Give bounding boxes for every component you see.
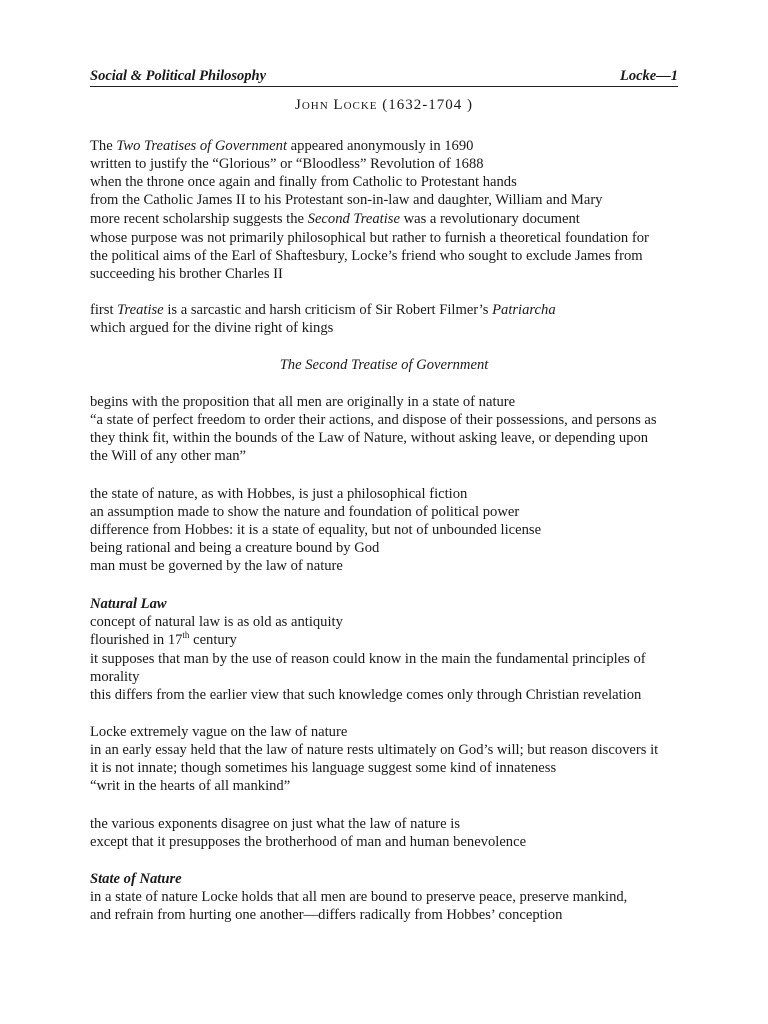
fiction-line-1: the state of nature, as with Hobbes, is just a philosophical fiction	[90, 486, 468, 502]
natural-law-line-2: flourished in 17th century	[90, 630, 237, 648]
page-title: John Locke (1632-1704 )	[294, 97, 473, 113]
intro-line-3: when the throne once again and finally from Catholic to Protestant hands	[90, 174, 517, 190]
exponents-line-1: the various exponents disagree on just what the law of nature is	[90, 816, 461, 832]
intro-second-treatise: Second Treatise	[307, 211, 400, 227]
header-page-label: Locke—1	[620, 68, 678, 84]
section-heading-state-of-nature: State of Nature	[90, 871, 182, 887]
section-heading-second-treatise: The Second Treatise of Government	[279, 357, 489, 373]
state-of-nature-line-1: in a state of nature Locke holds that all men are bound to preserve peace, preserve mankind,	[90, 889, 628, 905]
exponents-line-2: except that it presupposes the brotherhood of man and human benevolence	[90, 834, 527, 850]
second-treatise-line-2: “a state of perfect freedom to order their actions, and dispose of their possessions, and persons as	[90, 412, 657, 428]
intro-work-title: Two Treatises of Government	[116, 138, 288, 154]
running-header	[90, 66, 678, 87]
second-treatise-line-4: the Will of any other man”	[90, 448, 246, 464]
vague-line-2: in an early essay held that the law of nature rests ultimately on God’s will; but reason discovers it	[90, 742, 659, 758]
natural-law-line-4: morality	[90, 669, 140, 685]
header-course-title: Social & Political Philosophy	[90, 68, 267, 84]
vague-line-4: “writ in the hearts of all mankind”	[90, 778, 291, 794]
second-treatise-line-1: begins with the proposition that all men are originally in a state of nature	[90, 394, 516, 410]
first-treatise-line-1: first Treatise is a sarcastic and harsh criticism of Sir Robert Filmer’s Patriarcha	[90, 302, 556, 318]
natural-law-line-3: it supposes that man by the use of reason could know in the main the fundamental principles of	[90, 651, 646, 667]
state-of-nature-line-2: and refrain from hurting one another—differs radically from Hobbes’ conception	[90, 907, 563, 923]
natural-law-line-5: this differs from the earlier view that such knowledge comes only through Christian revelation	[90, 687, 642, 703]
intro-line-5: more recent scholarship suggests the Second Treatise was a revolutionary document	[90, 211, 580, 227]
vague-line-1: Locke extremely vague on the law of nature	[90, 724, 348, 740]
intro-line-2: written to justify the “Glorious” or “Bloodless” Revolution of 1688	[90, 156, 484, 172]
intro-line-8: succeeding his brother Charles II	[90, 266, 283, 282]
intro-line-1: The Two Treatises of Government appeared anonymously in 1690	[90, 138, 474, 154]
fiction-line-2: an assumption made to show the nature and foundation of political power	[90, 504, 520, 520]
intro-line-4: from the Catholic James II to his Protestant son-in-law and daughter, William and Mary	[90, 192, 603, 208]
intro-line-7: the political aims of the Earl of Shaftesbury, Locke’s friend who sought to exclude James from	[90, 248, 643, 264]
fiction-line-5: man must be governed by the law of nature	[90, 558, 343, 574]
section-heading-natural-law: Natural Law	[90, 596, 167, 612]
vague-line-3: it is not innate; though sometimes his language suggest some kind of innateness	[90, 760, 557, 776]
first-treatise-line-2: which argued for the divine right of kings	[90, 320, 334, 336]
second-treatise-line-3: they think fit, within the bounds of the Law of Nature, without asking leave, or depending upon	[90, 430, 649, 446]
intro-line-6: whose purpose was not primarily philosophical but rather to furnish a theoretical foundation for	[90, 230, 649, 246]
fiction-line-4: being rational and being a creature bound by God	[90, 540, 380, 556]
fiction-line-3: difference from Hobbes: it is a state of equality, but not of unbounded license	[90, 522, 542, 538]
natural-law-line-1: concept of natural law is as old as antiquity	[90, 614, 343, 630]
